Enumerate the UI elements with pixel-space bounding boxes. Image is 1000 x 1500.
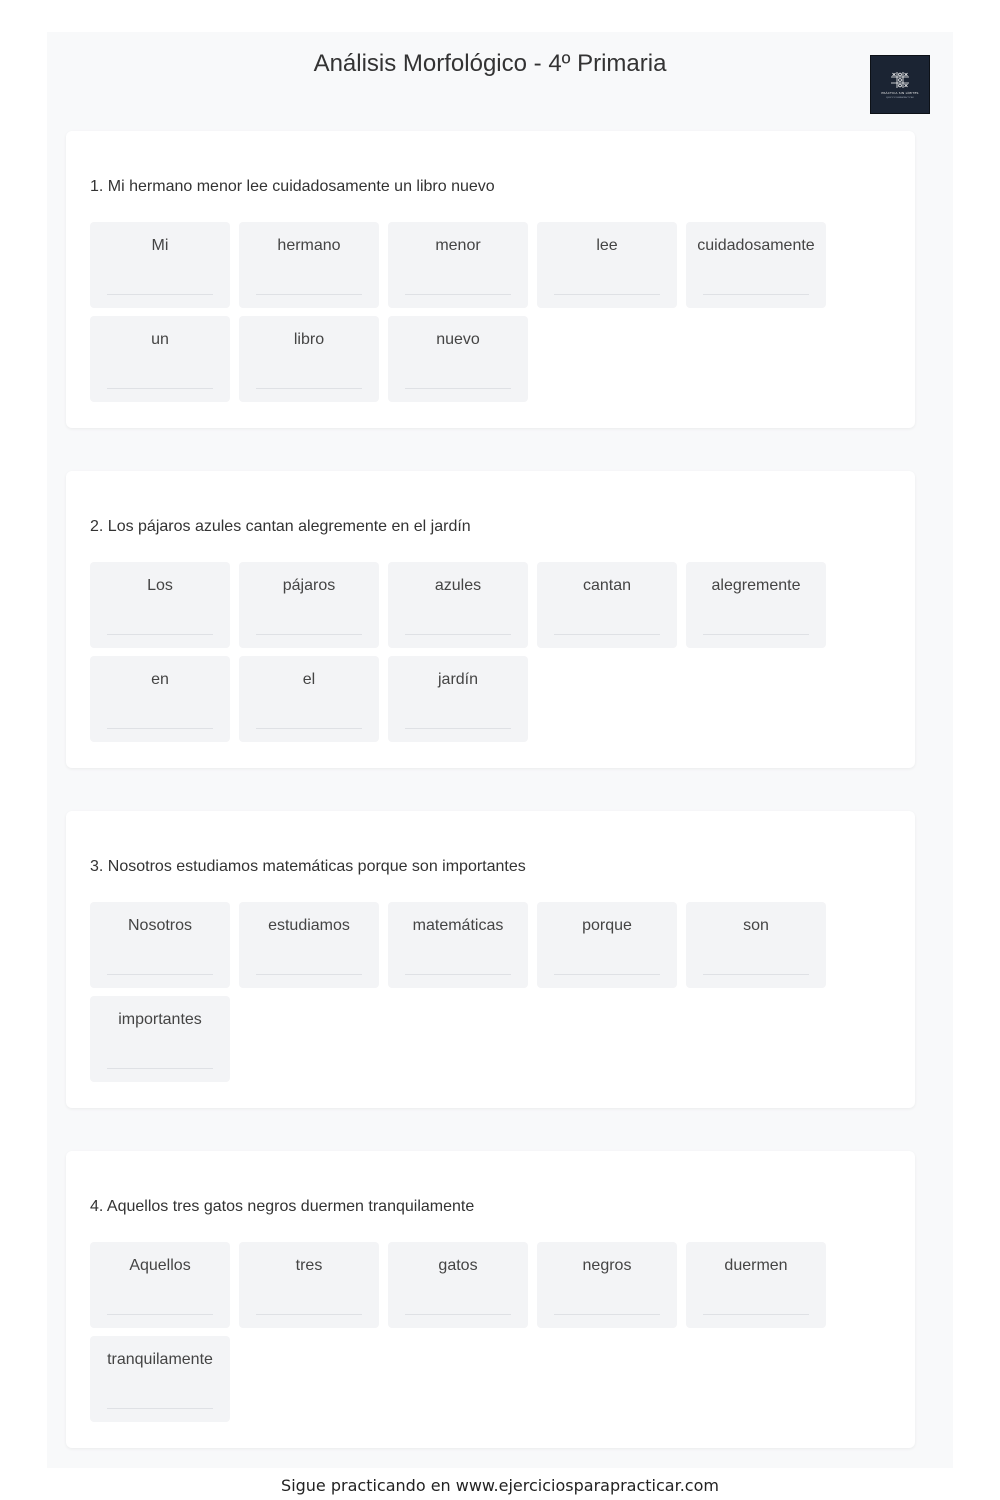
word-box[interactable]: [90, 562, 230, 648]
answer-line[interactable]: [256, 634, 362, 635]
word-label: Mi: [151, 237, 169, 254]
word-label: hermano: [277, 237, 341, 254]
word-box[interactable]: [388, 316, 528, 402]
answer-line[interactable]: [405, 294, 511, 295]
exercise-sentence: 3. Nosotros estudiamos matemáticas porque son importantes: [90, 858, 526, 875]
word-label: pájaros: [282, 577, 336, 594]
word-box[interactable]: [90, 316, 230, 402]
word-label: estudiamos: [268, 917, 350, 934]
word-box[interactable]: [239, 1242, 379, 1328]
answer-line[interactable]: [554, 1314, 660, 1315]
answer-line[interactable]: [107, 728, 213, 729]
answer-line[interactable]: [107, 634, 213, 635]
answer-line[interactable]: [703, 294, 809, 295]
word-label: en: [151, 671, 169, 688]
exercise-sentence: 4. Aquellos tres gatos negros duermen tranquilamente: [90, 1198, 475, 1215]
word-box[interactable]: [90, 902, 230, 988]
word-label: nuevo: [436, 331, 480, 348]
word-label: gatos: [438, 1257, 478, 1274]
exercise-card: [66, 811, 915, 1108]
exercise-card: [66, 1151, 915, 1448]
word-box[interactable]: [537, 562, 677, 648]
word-box[interactable]: [388, 656, 528, 742]
word-label: Aquellos: [129, 1257, 191, 1274]
word-label: un: [151, 331, 169, 348]
word-box[interactable]: [239, 222, 379, 308]
page-title: Análisis Morfológico - 4º Primaria: [313, 50, 667, 77]
word-box[interactable]: [537, 1242, 677, 1328]
answer-line[interactable]: [256, 1314, 362, 1315]
word-label: tranquilamente: [107, 1351, 213, 1368]
answer-line[interactable]: [554, 974, 660, 975]
word-box[interactable]: [90, 656, 230, 742]
word-label: negros: [582, 1257, 632, 1274]
exercise-card: [66, 131, 915, 428]
answer-line[interactable]: [405, 388, 511, 389]
word-box[interactable]: [388, 902, 528, 988]
word-label: importantes: [118, 1011, 202, 1028]
exercise-sentence: 1. Mi hermano menor lee cuidadosamente un libro nuevo: [90, 178, 495, 195]
word-label: tres: [295, 1257, 323, 1274]
answer-line[interactable]: [107, 974, 213, 975]
exercise-card: [66, 471, 915, 768]
answer-line[interactable]: [554, 294, 660, 295]
tic-tac-toe-icon: [889, 71, 911, 89]
answer-line[interactable]: [405, 728, 511, 729]
word-label: Los: [147, 577, 173, 594]
word-box[interactable]: [537, 902, 677, 988]
logo-subtext: EJERCICIOSPARAPRACTICAR: [886, 96, 914, 99]
answer-line[interactable]: [405, 974, 511, 975]
word-label: libro: [293, 331, 325, 348]
answer-line[interactable]: [107, 1314, 213, 1315]
word-box[interactable]: [239, 902, 379, 988]
answer-line[interactable]: [256, 728, 362, 729]
footer-text: Sigue practicando en www.ejerciciosparapracticar.com: [281, 1476, 719, 1495]
word-box[interactable]: [388, 222, 528, 308]
answer-line[interactable]: [405, 634, 511, 635]
answer-line[interactable]: [703, 974, 809, 975]
word-label: Nosotros: [127, 917, 193, 934]
logo-brand-text: PRÁCTICA SIN LÍMITES: [881, 90, 919, 95]
answer-line[interactable]: [256, 974, 362, 975]
word-box[interactable]: [90, 222, 230, 308]
word-box[interactable]: [686, 562, 826, 648]
answer-line[interactable]: [703, 1314, 809, 1315]
word-label: menor: [435, 237, 481, 254]
answer-line[interactable]: [107, 1408, 213, 1409]
word-box[interactable]: [90, 1242, 230, 1328]
word-label: jardín: [437, 671, 479, 688]
word-label: son: [743, 917, 769, 934]
word-label: cantan: [582, 577, 632, 594]
word-box[interactable]: [686, 1242, 826, 1328]
answer-line[interactable]: [703, 634, 809, 635]
brand-logo: [870, 55, 930, 114]
word-label: matemáticas: [412, 917, 504, 934]
answer-line[interactable]: [405, 1314, 511, 1315]
answer-line[interactable]: [107, 388, 213, 389]
word-box[interactable]: [239, 656, 379, 742]
word-box[interactable]: [239, 316, 379, 402]
answer-line[interactable]: [107, 1068, 213, 1069]
word-label: alegremente: [711, 577, 801, 594]
word-box[interactable]: [686, 222, 826, 308]
word-label: azules: [434, 577, 482, 594]
exercise-sentence: 2. Los pájaros azules cantan alegremente en el jardín: [90, 518, 471, 535]
word-box[interactable]: [388, 562, 528, 648]
answer-line[interactable]: [554, 634, 660, 635]
word-label: cuidadosamente: [697, 237, 815, 254]
answer-line[interactable]: [256, 388, 362, 389]
answer-line[interactable]: [107, 294, 213, 295]
word-box[interactable]: [686, 902, 826, 988]
word-label: el: [302, 671, 316, 688]
word-box[interactable]: [90, 1336, 230, 1422]
word-label: duermen: [724, 1257, 788, 1274]
word-box[interactable]: [239, 562, 379, 648]
word-label: lee: [596, 237, 618, 254]
word-label: porque: [582, 917, 632, 934]
answer-line[interactable]: [256, 294, 362, 295]
word-box[interactable]: [388, 1242, 528, 1328]
word-box[interactable]: [537, 222, 677, 308]
word-box[interactable]: [90, 996, 230, 1082]
